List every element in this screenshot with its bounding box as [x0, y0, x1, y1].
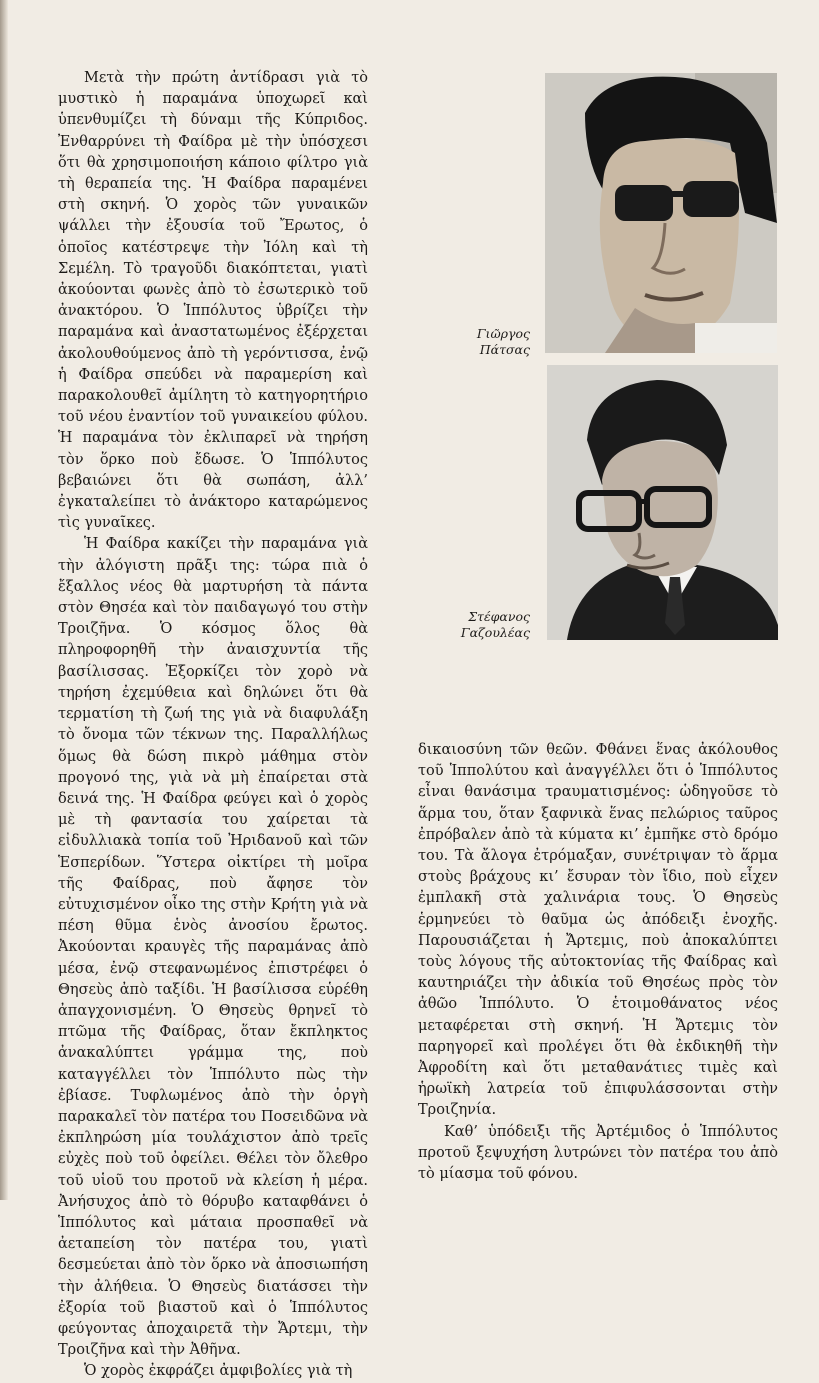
- body-paragraph: Καθ’ ὑπόδειξι τῆς Ἀρτέμιδος ὁ Ἱππόλυτος προτοῦ ξεψυχήση λυτρώνει τὸν πατέρα του ἀπὸ τὸ μίασμα τοῦ φόνου.: [418, 1123, 778, 1183]
- right-text-column: [418, 740, 778, 1185]
- caption-last-name: Γαζουλέας: [460, 625, 530, 640]
- body-paragraph-continued: δικαιοσύνη τῶν θεῶν. Φθάνει ἕνας ἀκόλουθος τοῦ Ἱππολύτου καὶ ἀναγγέλλει ὅτι ὁ Ἱππόλυτος εἶναι θανάσιμα τραυματισμένος: ὡδηγοῦσε τὸ ἅρμα του, ὅταν ξαφνικὰ ἕνας πελώριος ταῦρος ἐπρόβαλεν ἀπὸ τὰ κύματα κι’ ἐμπῆκε στὸ δρόμο του. Τὰ ἄλογα ἐτρόμαξαν, συνέτριψαν τὸ ἅρμα στοὺς βράχους κι’ ἔσυραν τὸν ἴδιο, ποὺ εἶχεν ἐμπλακῆ στὰ χαλινάρια τους. Ὁ Θησεὺς ἑρμηνεύει τὸ θαῦμα ὡς ἀπόδειξι ἐνοχῆς. Παρουσιάζεται ἡ Ἄρτεμις, ποὺ ἀποκαλύπτει τοὺς λόγους τῆς αὐτοκτονίας τῆς Φαίδρας καὶ καυτηριάζει τὴν ἀδικία τοῦ Θησέως πρὸς τὸν ἀθῶο Ἱππόλυτο. Ὁ ἑτοιμοθάνατος νέος μεταφέρεται στὴ σκηνή. Ἡ Ἄρτεμις τὸν παρηγορεῖ καὶ προλέγει ὅτι θὰ ἐκδικηθῆ τὴν Ἀφροδίτη καὶ ὅτι μεταθανάτιες τιμὲς καὶ ἡρωϊκὴ λατρεία τοῦ ἐπιφυλάσσονται στὴν Τροιζηνία.: [418, 742, 778, 1119]
- body-paragraph: Ἡ Φαίδρα κακίζει τὴν παραμάνα γιὰ τὴν ἀλόγιστη πρᾶξι της: τώρα πιὰ ὁ ἔξαλλος νέος θὰ μαρτυρήση τὰ πάντα στὸν Θησέα καὶ τὸν παιδαγωγό του στὴν Τροιζῆνα. Ὁ κόσμος ὅλος θὰ πληροφορηθῆ τὴν ἀναισχυντία τῆς βασίλισσας. Ἐξορκίζει τὸν χορὸ νὰ τηρήση ἐχεμύθεια καὶ δηλώνει ὅτι θὰ τερματίση τὴ ζωή της γιὰ νὰ διαφυλάξη τὸ ὄνομα τῶν τέκνων της. Παραλλήλως ὅμως θὰ δώση πικρὸ μάθημα στὸν προγονό της, γιὰ νὰ μὴ ἐπαίρεται στὰ δεινά της. Ἡ Φαίδρα φεύγει καὶ ὁ χορὸς μὲ τὴ φαντασία του χαίρεται τὰ εἰδυλλιακὰ τοπία τοῦ Ἠριδανοῦ καὶ τῶν Ἑσπερίδων. Ὕστερα οἰκτίρει τὴ μοῖρα τῆς Φαίδρας, ποὺ ἄφησε τὸν εὐτυχισμένον οἶκο της στὴν Κρήτη γιὰ νὰ πέση θῦμα ἑνὸς ἀνοσίου ἔρωτος. Ἀκούονται κραυγὲς τῆς παραμάνας ἀπὸ μέσα, ἐνῷ στεφανωμένος ἐπιστρέφει ὁ Θησεὺς ἀπὸ ταξίδι. Ἡ βασίλισσα εὑρέθη ἀπαγχονισμένη. Ὁ Θησεὺς θρηνεῖ τὸ πτῶμα τῆς Φαίδρας, ὅταν ἔκπληκτος ἀνακαλύπτει γράμμα της, ποὺ καταγγέλλει τὸν Ἱππόλυτο πὼς τὴν ἐβίασε. Τυφλωμένος ἀπὸ τὴν ὀργὴ παρακαλεῖ τὸν πατέρα του Ποσειδῶνα νὰ ἐκπληρώση μία τουλάχιστον ἀπὸ τρεῖς εὐχὲς ποὺ τοῦ ὀφείλει. Θέλει τὸν ὄλεθρο τοῦ υἱοῦ του προτοῦ νὰ κλείση ἡ μέρα. Ἀνήσυχος ἀπὸ τὸ θόρυβο καταφθάνει ὁ Ἱππόλυτος καὶ μάταια προσπαθεῖ νὰ ἀεταπείση τὸν πατέρα του, γιατὶ δεσμεύεται ἀπὸ τὸν ὅρκο νὰ ἀποσιωπήση τὴν ἀλήθεια. Ὁ Θησεὺς διατάσσει τὴν ἐξορία τοῦ βιαστοῦ καὶ ὁ Ἱππόλυτος φεύγοντας ἀποχαιρετᾶ τὴν Ἄρτεμι, τὴν Τροιζῆνα καὶ τὴν Ἀθῆνα.: [58, 536, 368, 1359]
- portrait-man-sunglasses-image: [545, 73, 777, 353]
- page-binding-shadow: [0, 0, 8, 1200]
- photo-caption-gazouleas: [410, 609, 530, 641]
- caption-first-name: Γιῶργος: [476, 326, 530, 341]
- caption-last-name: Πάτσας: [479, 342, 530, 357]
- left-text-column: [58, 68, 368, 1383]
- portrait-photo-gazouleas: [547, 365, 778, 640]
- photo-caption-patsas: [410, 326, 530, 358]
- caption-first-name: Στέφανος: [468, 609, 530, 624]
- portrait-photo-patsas: [545, 73, 777, 353]
- body-paragraph: Μετὰ τὴν πρώτη ἀντίδρασι γιὰ τὸ μυστικὸ ἡ παραμάνα ὑποχωρεῖ καὶ ὑπενθυμίζει τὴ δύναμι τῆς Κύπριδος. Ἐνθαρρύνει τὴ Φαίδρα μὲ τὴν ὑπόσχεσι ὅτι θὰ χρησιμοποιήση κάποιο φίλτρο γιὰ τὴ θεραπεία της. Ἡ Φαίδρα παραμένει στὴ σκηνή. Ὁ χορὸς τῶν γυναικῶν ψάλλει τὴν ἐξουσία τοῦ Ἔρωτος, ὁ ὁποῖος κατέστρεψε τὴν Ἰόλη καὶ τὴ Σεμέλη. Τὸ τραγοῦδι διακόπτεται, γιατὶ ἀκούονται φωνὲς ἀπὸ τὸ ἐσωτερικὸ τοῦ ἀνακτόρου. Ὁ Ἱππόλυτος ὑβρίζει τὴν παραμάνα καὶ ἀναστατωμένος ἐξέρχεται ἀκολουθούμενος ἀπὸ τὴ γερόντισσα, ἐνῷ ἡ Φαίδρα σπεύδει νὰ παραμερίση καὶ παρακολουθεῖ ἀμίλητη τὸ κατηγορητήριο τοῦ νέου ἐναντίον τοῦ γυναικείου φύλου. Ἡ παραμάνα τὸν ἐκλιπαρεῖ νὰ τηρήση τὸν ὅρκο ποὺ ἔδωσε. Ὁ Ἱππόλυτος βεβαιώνει ὅτι θὰ σωπάση, ἀλλ’ ἐγκαταλείπει τὸ ἀνάκτορο καταρώμενος τὶς γυναῖκες.: [58, 70, 368, 532]
- portrait-man-glasses-image: [547, 365, 778, 640]
- body-paragraph: Ὁ χορὸς ἐκφράζει ἀμφιβολίες γιὰ τὴ: [84, 1363, 353, 1380]
